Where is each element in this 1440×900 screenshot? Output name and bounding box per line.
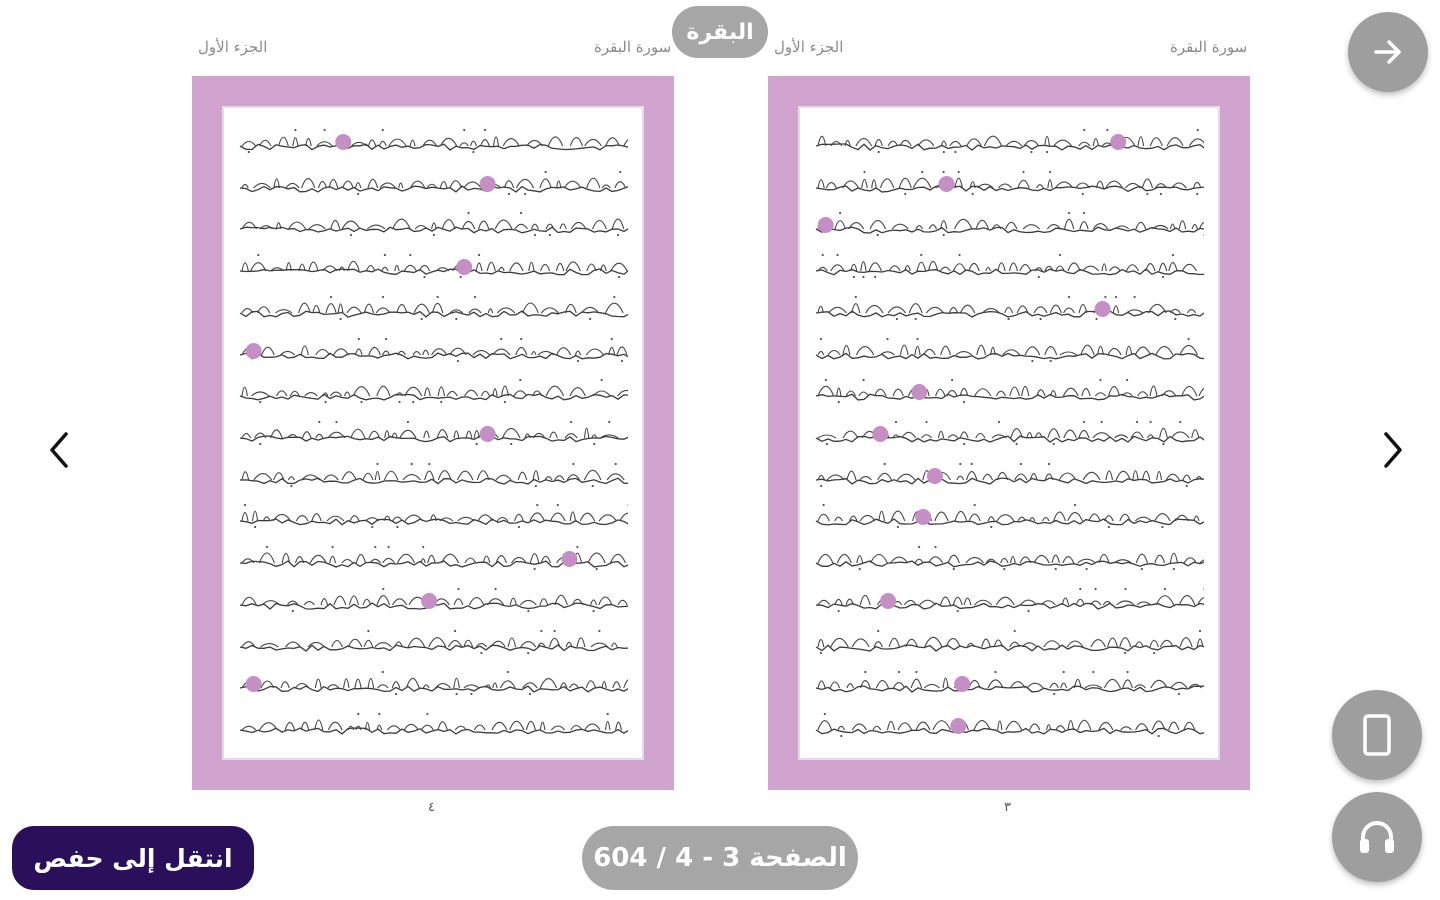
text-line xyxy=(238,621,628,663)
text-line xyxy=(814,704,1204,746)
line-glyphs xyxy=(238,501,628,531)
line-glyphs xyxy=(814,126,1204,156)
line-glyphs xyxy=(238,668,628,698)
chevron-right-icon xyxy=(1380,428,1408,472)
line-glyphs xyxy=(238,376,628,406)
audio-button[interactable] xyxy=(1332,792,1422,882)
switch-to-hafs-button[interactable]: انتقل إلى حفص xyxy=(12,826,254,890)
ayah-marker xyxy=(954,676,970,692)
page-text-area xyxy=(222,106,644,760)
text-line xyxy=(238,663,628,705)
text-line xyxy=(814,537,1204,579)
forward-button[interactable] xyxy=(1348,12,1428,92)
left-surah-label: سورة البقرة xyxy=(594,38,672,56)
text-lines xyxy=(814,120,1204,746)
text-line xyxy=(814,120,1204,162)
line-glyphs xyxy=(814,501,1204,531)
line-glyphs xyxy=(814,668,1204,698)
line-glyphs xyxy=(238,418,628,448)
ayah-marker xyxy=(246,343,262,359)
text-line xyxy=(814,245,1204,287)
line-glyphs xyxy=(814,710,1204,740)
text-line xyxy=(814,621,1204,663)
text-line xyxy=(238,537,628,579)
ayah-marker xyxy=(950,718,966,734)
ayah-marker xyxy=(818,217,834,233)
line-glyphs xyxy=(814,209,1204,239)
page-text-area xyxy=(798,106,1220,760)
text-line xyxy=(238,579,628,621)
ayah-marker xyxy=(927,468,943,484)
line-glyphs xyxy=(238,126,628,156)
next-page-button[interactable] xyxy=(1374,420,1414,480)
left-page-number: ٤ xyxy=(428,800,435,815)
text-line xyxy=(814,454,1204,496)
ayah-marker xyxy=(915,509,931,525)
line-glyphs xyxy=(238,710,628,740)
line-glyphs xyxy=(814,543,1204,573)
text-line xyxy=(238,412,628,454)
line-glyphs xyxy=(238,460,628,490)
page-mode-button[interactable] xyxy=(1332,690,1422,780)
line-glyphs xyxy=(814,376,1204,406)
text-line xyxy=(238,162,628,204)
line-glyphs xyxy=(238,543,628,573)
line-glyphs xyxy=(814,251,1204,281)
text-line xyxy=(238,454,628,496)
previous-page-button[interactable] xyxy=(38,420,78,480)
line-glyphs xyxy=(814,460,1204,490)
quran-page-left[interactable] xyxy=(192,76,674,790)
line-glyphs xyxy=(238,585,628,615)
text-line xyxy=(238,287,628,329)
text-line xyxy=(814,162,1204,204)
arrow-right-icon xyxy=(1370,34,1406,70)
text-line xyxy=(238,203,628,245)
line-glyphs xyxy=(238,627,628,657)
text-line xyxy=(238,496,628,538)
line-glyphs xyxy=(814,335,1204,365)
text-line xyxy=(814,287,1204,329)
right-juz-label: الجزء الأول xyxy=(774,38,844,56)
ayah-marker xyxy=(1110,134,1126,150)
line-glyphs xyxy=(814,627,1204,657)
line-glyphs xyxy=(238,335,628,365)
text-line xyxy=(238,370,628,412)
text-line xyxy=(814,412,1204,454)
surah-title-pill: البقرة xyxy=(672,6,768,58)
text-line xyxy=(814,663,1204,705)
right-surah-label: سورة البقرة xyxy=(1170,38,1248,56)
quran-page-right[interactable] xyxy=(768,76,1250,790)
text-line xyxy=(814,579,1204,621)
line-glyphs xyxy=(814,293,1204,323)
ayah-marker xyxy=(939,176,955,192)
line-glyphs xyxy=(814,418,1204,448)
line-glyphs xyxy=(814,168,1204,198)
ayah-marker xyxy=(872,426,888,442)
text-line xyxy=(238,329,628,371)
ayah-marker xyxy=(1095,301,1111,317)
text-line xyxy=(238,245,628,287)
chevron-left-icon xyxy=(44,428,72,472)
ayah-marker xyxy=(246,676,262,692)
tablet-icon xyxy=(1360,713,1394,757)
ayah-marker xyxy=(480,426,496,442)
left-juz-label: الجزء الأول xyxy=(198,38,268,56)
line-glyphs xyxy=(238,251,628,281)
line-glyphs xyxy=(238,209,628,239)
text-line xyxy=(238,704,628,746)
text-line xyxy=(814,203,1204,245)
right-page-number: ٣ xyxy=(1004,800,1011,815)
ayah-marker xyxy=(335,134,351,150)
headphones-icon xyxy=(1355,815,1399,859)
ayah-marker xyxy=(421,593,437,609)
ayah-marker xyxy=(911,384,927,400)
ayah-marker xyxy=(880,593,896,609)
line-glyphs xyxy=(814,585,1204,615)
ayah-marker xyxy=(562,551,578,567)
ayah-marker xyxy=(456,259,472,275)
line-glyphs xyxy=(238,168,628,198)
text-line xyxy=(814,329,1204,371)
text-line xyxy=(814,370,1204,412)
text-lines xyxy=(238,120,628,746)
page-indicator[interactable]: الصفحة 3 - 4 / 604 xyxy=(582,826,858,890)
text-line xyxy=(238,120,628,162)
ayah-marker xyxy=(480,176,496,192)
line-glyphs xyxy=(238,293,628,323)
text-line xyxy=(814,496,1204,538)
